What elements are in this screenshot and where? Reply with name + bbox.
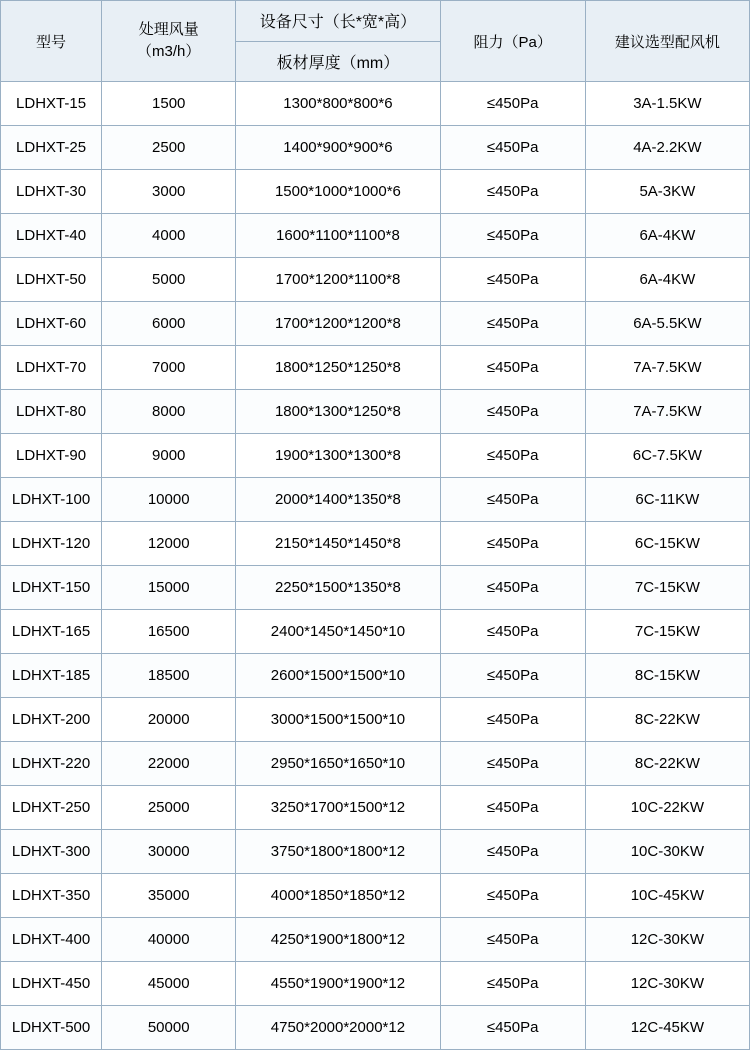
cell-airflow: 3000 [102,170,236,214]
cell-airflow: 1500 [102,82,236,126]
cell-model: LDHXT-150 [1,566,102,610]
header-size-group [236,1,440,82]
cell-size: 1500*1000*1000*6 [236,170,440,214]
cell-airflow: 12000 [102,522,236,566]
cell-resistance: ≤450Pa [440,126,585,170]
cell-fan: 10C-45KW [585,874,749,918]
cell-airflow: 40000 [102,918,236,962]
cell-size: 3000*1500*1500*10 [236,698,440,742]
table-row [1,478,750,522]
cell-airflow: 20000 [102,698,236,742]
cell-resistance: ≤450Pa [440,302,585,346]
cell-fan: 12C-30KW [585,918,749,962]
cell-resistance: ≤450Pa [440,258,585,302]
header-airflow-line1: 处理风量 [138,21,199,39]
cell-size: 3750*1800*1800*12 [236,830,440,874]
cell-size: 1600*1100*1100*8 [236,214,440,258]
cell-model: LDHXT-400 [1,918,102,962]
cell-airflow: 5000 [102,258,236,302]
header-airflow-line2: （m3/h） [137,43,201,60]
cell-resistance: ≤450Pa [440,346,585,390]
cell-model: LDHXT-185 [1,654,102,698]
table-row [1,566,750,610]
cell-fan: 10C-22KW [585,786,749,830]
cell-fan: 12C-45KW [585,1006,749,1050]
table-row [1,610,750,654]
cell-fan: 12C-30KW [585,962,749,1006]
cell-size: 4750*2000*2000*12 [236,1006,440,1050]
cell-model: LDHXT-220 [1,742,102,786]
cell-size: 1800*1300*1250*8 [236,390,440,434]
cell-fan: 6C-7.5KW [585,434,749,478]
cell-size: 1900*1300*1300*8 [236,434,440,478]
cell-resistance: ≤450Pa [440,390,585,434]
table-row [1,830,750,874]
cell-resistance: ≤450Pa [440,214,585,258]
cell-fan: 10C-30KW [585,830,749,874]
cell-fan: 7C-15KW [585,610,749,654]
cell-airflow: 30000 [102,830,236,874]
cell-fan: 7A-7.5KW [585,390,749,434]
cell-size: 3250*1700*1500*12 [236,786,440,830]
cell-model: LDHXT-40 [1,214,102,258]
table-header [1,1,750,82]
cell-size: 2150*1450*1450*8 [236,522,440,566]
cell-size: 1300*800*800*6 [236,82,440,126]
cell-fan: 6C-11KW [585,478,749,522]
table-row [1,522,750,566]
cell-resistance: ≤450Pa [440,566,585,610]
cell-airflow: 2500 [102,126,236,170]
cell-resistance: ≤450Pa [440,610,585,654]
header-row [1,1,750,82]
cell-model: LDHXT-350 [1,874,102,918]
cell-model: LDHXT-450 [1,962,102,1006]
cell-airflow: 4000 [102,214,236,258]
header-resistance: 阻力（Pa） [440,1,585,82]
table-row [1,874,750,918]
header-airflow [102,1,236,82]
cell-airflow: 25000 [102,786,236,830]
cell-size: 1700*1200*1200*8 [236,302,440,346]
cell-model: LDHXT-100 [1,478,102,522]
header-size-dimensions: 设备尺寸（长*宽*高） [236,1,439,42]
cell-size: 1700*1200*1100*8 [236,258,440,302]
cell-fan: 6A-5.5KW [585,302,749,346]
cell-airflow: 16500 [102,610,236,654]
cell-resistance: ≤450Pa [440,742,585,786]
cell-fan: 8C-15KW [585,654,749,698]
table-row [1,742,750,786]
cell-airflow: 10000 [102,478,236,522]
cell-resistance: ≤450Pa [440,874,585,918]
table-row [1,170,750,214]
cell-resistance: ≤450Pa [440,962,585,1006]
cell-airflow: 50000 [102,1006,236,1050]
cell-model: LDHXT-70 [1,346,102,390]
table-row [1,786,750,830]
cell-model: LDHXT-25 [1,126,102,170]
cell-size: 2600*1500*1500*10 [236,654,440,698]
cell-model: LDHXT-250 [1,786,102,830]
cell-model: LDHXT-50 [1,258,102,302]
cell-airflow: 8000 [102,390,236,434]
cell-resistance: ≤450Pa [440,918,585,962]
cell-model: LDHXT-300 [1,830,102,874]
table-row [1,214,750,258]
cell-resistance: ≤450Pa [440,478,585,522]
table-row [1,434,750,478]
table-row [1,918,750,962]
cell-size: 1400*900*900*6 [236,126,440,170]
table-row [1,82,750,126]
table-row [1,258,750,302]
cell-model: LDHXT-30 [1,170,102,214]
cell-model: LDHXT-120 [1,522,102,566]
cell-resistance: ≤450Pa [440,434,585,478]
cell-model: LDHXT-15 [1,82,102,126]
table-row [1,962,750,1006]
cell-airflow: 45000 [102,962,236,1006]
cell-size: 2400*1450*1450*10 [236,610,440,654]
cell-size: 4550*1900*1900*12 [236,962,440,1006]
header-model: 型号 [1,1,102,82]
cell-size: 1800*1250*1250*8 [236,346,440,390]
cell-size: 2950*1650*1650*10 [236,742,440,786]
table-row [1,698,750,742]
cell-airflow: 9000 [102,434,236,478]
header-fan: 建议选型配风机 [585,1,749,82]
cell-resistance: ≤450Pa [440,82,585,126]
cell-size: 2250*1500*1350*8 [236,566,440,610]
cell-fan: 6A-4KW [585,258,749,302]
cell-model: LDHXT-165 [1,610,102,654]
table-row [1,1006,750,1050]
cell-airflow: 15000 [102,566,236,610]
cell-resistance: ≤450Pa [440,786,585,830]
cell-size: 4250*1900*1800*12 [236,918,440,962]
cell-fan: 6C-15KW [585,522,749,566]
cell-airflow: 7000 [102,346,236,390]
cell-fan: 5A-3KW [585,170,749,214]
cell-resistance: ≤450Pa [440,654,585,698]
cell-fan: 7C-15KW [585,566,749,610]
cell-model: LDHXT-500 [1,1006,102,1050]
cell-fan: 4A-2.2KW [585,126,749,170]
table-row [1,346,750,390]
table-row [1,302,750,346]
table-row [1,390,750,434]
cell-model: LDHXT-90 [1,434,102,478]
cell-fan: 6A-4KW [585,214,749,258]
cell-resistance: ≤450Pa [440,830,585,874]
cell-resistance: ≤450Pa [440,522,585,566]
cell-fan: 8C-22KW [585,742,749,786]
cell-fan: 3A-1.5KW [585,82,749,126]
cell-resistance: ≤450Pa [440,1006,585,1050]
cell-airflow: 22000 [102,742,236,786]
cell-resistance: ≤450Pa [440,698,585,742]
cell-airflow: 6000 [102,302,236,346]
cell-fan: 7A-7.5KW [585,346,749,390]
cell-model: LDHXT-60 [1,302,102,346]
table-body [1,82,750,1050]
cell-model: LDHXT-200 [1,698,102,742]
table-row [1,126,750,170]
cell-size: 4000*1850*1850*12 [236,874,440,918]
header-plate-thickness: 板材厚度（mm） [276,54,400,72]
cell-size: 2000*1400*1350*8 [236,478,440,522]
cell-fan: 8C-22KW [585,698,749,742]
cell-airflow: 35000 [102,874,236,918]
cell-airflow: 18500 [102,654,236,698]
table-row [1,654,750,698]
cell-model: LDHXT-80 [1,390,102,434]
cell-resistance: ≤450Pa [440,170,585,214]
